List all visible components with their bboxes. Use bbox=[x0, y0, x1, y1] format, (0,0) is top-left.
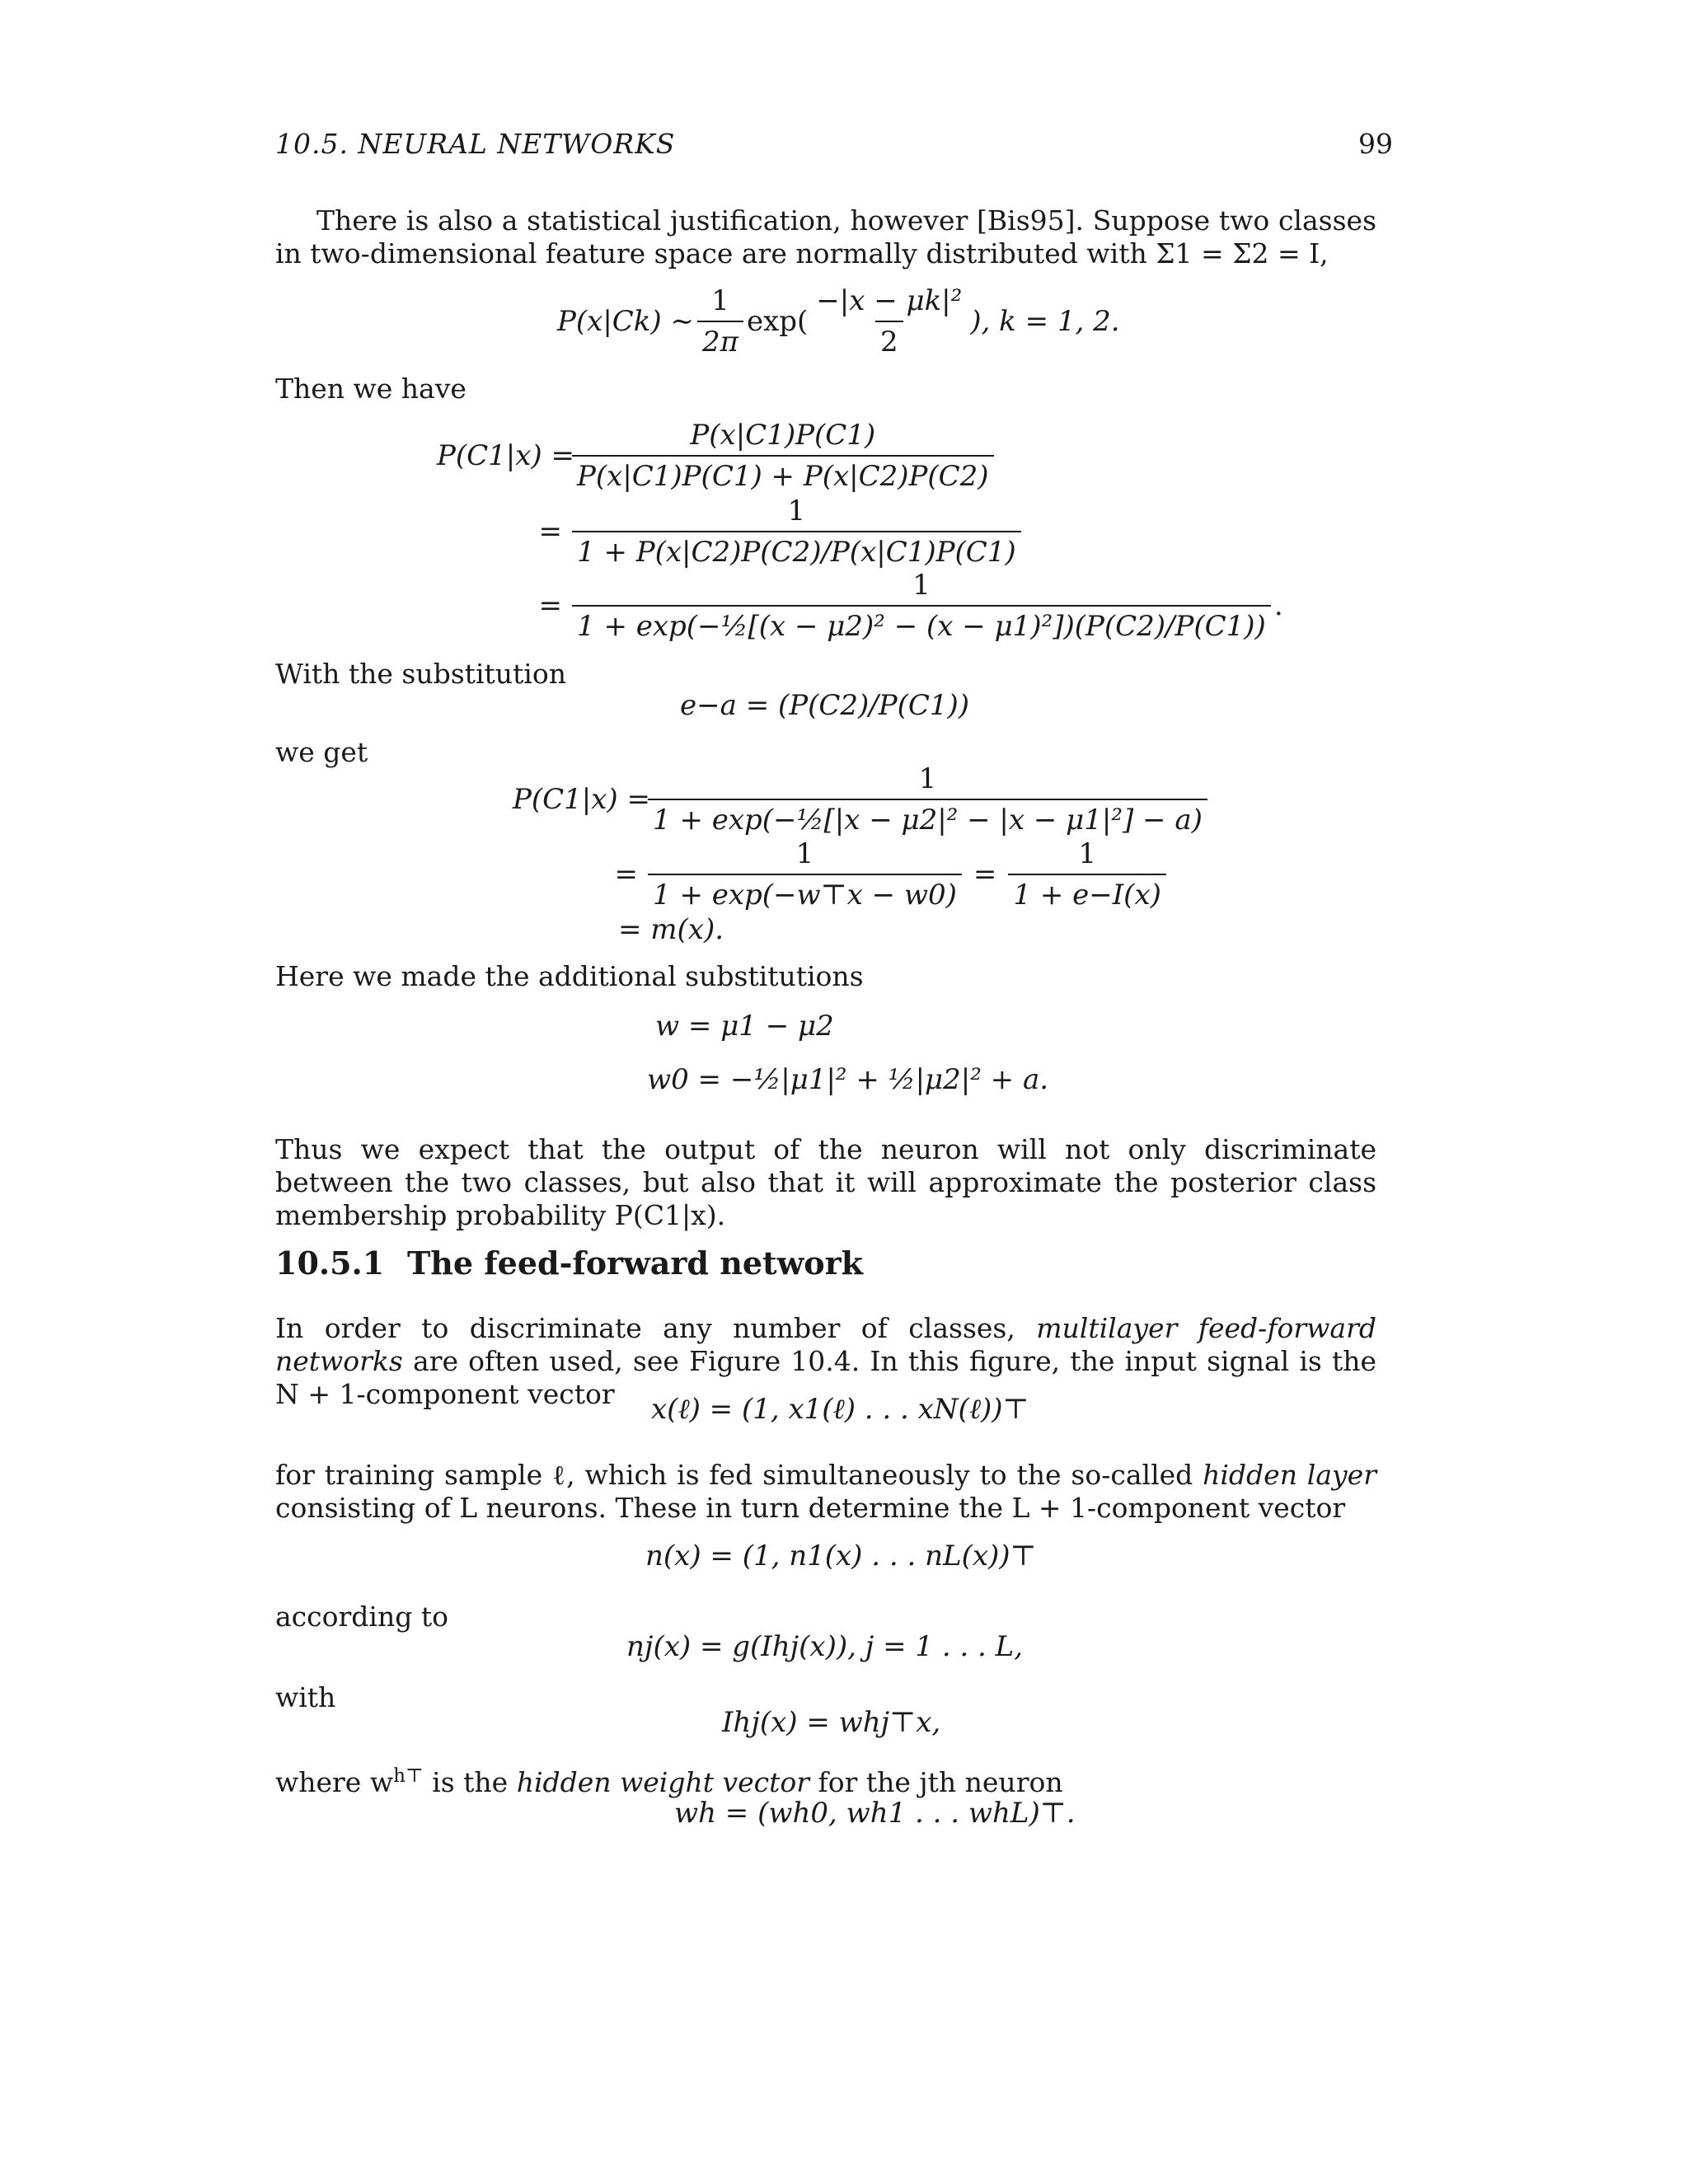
equation-bayes-2: = $\frac{1}{1 + P(x|C2)P(C2)/P(x|C1)P(C1)}$ bbox=[437, 494, 1025, 569]
equation-I-def: Ihj(x) = whj⊤x, bbox=[722, 1706, 941, 1739]
text-with: with bbox=[275, 1681, 336, 1713]
text-additional-substitutions: Here we made the additional substitutions bbox=[275, 960, 864, 992]
equation-gaussian: P(x|Ck) ∼ $\frac{1}{2\pi}$ exp( $\frac{\text{−|x − μk|²}}{2}$ ), k = 1, 2. bbox=[557, 284, 1120, 359]
equation-logistic-3: = m(x). bbox=[618, 913, 724, 946]
text-we-get: we get bbox=[275, 736, 368, 768]
equation-bayes-1: P(C1|x) = $\frac{P(x|C1)P(C1)}{P(x|C1)P(C1) + P(x|C2)P(C2)}$ bbox=[437, 419, 997, 493]
paragraph-justification: There is also a statistical justification, however [Bis95]. Suppose two classes in two-dimensional feature space are normally distributed with Σ1 = Σ2 = I, bbox=[275, 204, 1376, 269]
running-header: 10.5. NEURAL NETWORKS bbox=[275, 128, 676, 160]
text-then-we-have: Then we have bbox=[275, 373, 467, 405]
text-according-to: according to bbox=[275, 1601, 448, 1633]
equation-w-def: w = μ1 − μ2 bbox=[655, 1010, 834, 1043]
paragraph-training-sample: for training sample ℓ, which is fed simultaneously to the so-called hidden layer consisting of L neurons. These in turn determine the L + 1-component vector bbox=[275, 1459, 1376, 1524]
equation-logistic-1: P(C1|x) = $\frac{1}{\text{1 + exp(−½[|x − μ2|² − |x − μ1|²] − a)}}$ bbox=[513, 762, 1211, 837]
paragraph-feed-forward: In order to discriminate any number of classes, multilayer feed-forward networks are often used, see Figure 10.4. In this figure, the input signal is the N + 1-component vector bbox=[275, 1312, 1377, 1410]
section-number: 10.5.1 bbox=[275, 1244, 385, 1282]
page-number: 99 bbox=[1358, 128, 1393, 160]
text-hidden-weight-vector: where $w^{h⊤}$ is the hidden weight vector for the jth neuron bbox=[275, 1765, 1063, 1798]
equation-nj-def: nj(x) = g(Ihj(x)), j = 1 . . . L, bbox=[626, 1630, 1024, 1663]
equation-substitution: e−a = (P(C2)/P(C1)) bbox=[680, 689, 970, 722]
equation-bayes-3: = $\frac{1}{\text{1 + exp(−½[(x − μ2)² − (x − μ1)²])(P(C2)/P(C1))}}$ . bbox=[538, 569, 1283, 643]
equation-input-vector: x(ℓ) = (1, x1(ℓ) . . . xN(ℓ))⊤ bbox=[651, 1393, 1029, 1426]
section-heading bbox=[275, 1244, 863, 1282]
text-with-substitution: With the substitution bbox=[275, 658, 566, 690]
paragraph-thus: Thus we expect that the output of the neuron will not only discriminate between the two classes, but also that it will approximate the posterior class membership probability P(C1|x). bbox=[275, 1133, 1376, 1231]
equation-wh-def: wh = (wh0, wh1 . . . whL)⊤. bbox=[674, 1797, 1076, 1830]
equation-hidden-vector: n(x) = (1, n1(x) . . . nL(x))⊤ bbox=[645, 1540, 1037, 1572]
equation-logistic-2: = $\frac{1}{1 + \exp(-w⊤x - w0)}$ = $\frac{1}{1 + e-I(x)}$ bbox=[513, 837, 1170, 912]
equation-w0-def: w0 = −½|μ1|² + ½|μ2|² + a. bbox=[647, 1063, 1049, 1096]
section-title: The feed-forward network bbox=[407, 1244, 863, 1282]
